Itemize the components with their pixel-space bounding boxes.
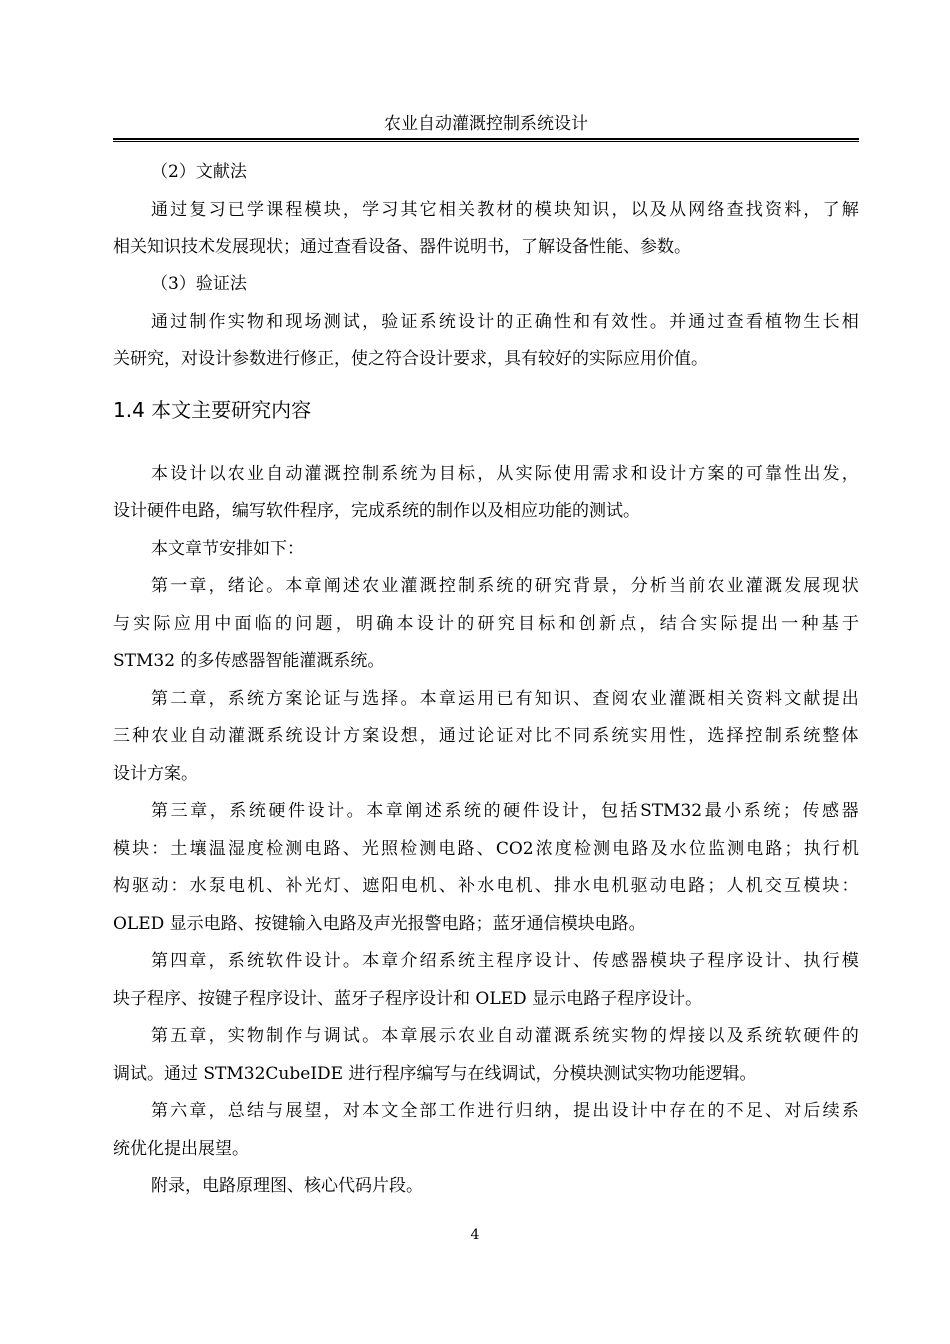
paragraph-line: STM32 的多传感器智能灌溉系统。 [113,651,385,671]
paragraph-line: 第 五 章 ， 实 物 制 作 与 调 试 。 本 章 展 示 农 业 自 动 灌 溉 系 统 实 物 的 焊 接 以 及 系 统 软 硬 件 的 [151,1026,859,1046]
paragraph-line: 通 过 复 习 已 学 课 程 模 块 ， 学 习 其 它 相 关 教 材 的 模 块 知 识 ， 以 及 从 网 络 查 找 资 料 ， 了 解 [151,200,859,220]
paragraph-line: 本文章节安排如下： [151,539,304,559]
paragraph-line: 与 实 际 应 用 中 面 临 的 问 题 ， 明 确 本 设 计 的 研 究 目 标 和 创 新 点 ， 结 合 实 际 提 出 一 种 基 于 [113,614,859,634]
list-label-literature: （2）文献法 [151,162,247,182]
paragraph-line: 调试。通过 STM32CubeIDE 进行程序编写与在线调试，分模块测试实物功能逻辑。 [113,1064,757,1084]
section-heading: 1.4 本文主要研究内容 [113,398,312,422]
paragraph-line: 设计方案。 [113,764,198,784]
paragraph-line: 第 一 章 ， 绪 论 。 本 章 阐 述 农 业 灌 溉 控 制 系 统 的 研 究 背 景 ， 分 析 当 前 农 业 灌 溉 发 展 现 状 [151,576,859,596]
running-header: 农业自动灌溉控制系统设计 [384,114,588,134]
paragraph-line: 通 过 制 作 实 物 和 现 场 测 试 ， 验 证 系 统 设 计 的 正 确 性 和 有 效 性 。 并 通 过 查 看 植 物 生 长 相 [151,312,859,332]
paragraph-line: 第 三 章 ， 系 统 硬 件 设 计 。 本 章 阐 述 系 统 的 硬 件 设 计 ， 包 括 STM32 最 小 系 统 ； 传 感 器 [151,801,859,821]
list-label-verification: （3）验证法 [151,274,247,294]
paragraph-line: 块子程序、按键子程序设计、蓝牙子程序设计和 OLED 显示电路子程序设计。 [113,989,703,1009]
paragraph-line: 模 块 ： 土 壤 温 湿 度 检 测 电 路 、 光 照 检 测 电 路 、 CO2 浓 度 检 测 电 路 及 水 位 监 测 电 路 ； 执 行 机 [113,839,859,859]
paragraph-line: 构 驱 动 ： 水 泵 电 机 、 补 光 灯 、 遮 阳 电 机 、 补 水 电 机 、 排 水 电 机 驱 动 电 路 ； 人 机 交 互 模 块 ： [113,876,859,896]
page-number: 4 [470,1227,480,1243]
paragraph-line: 统优化提出展望。 [113,1139,249,1159]
paragraph-line: 三 种 农 业 自 动 灌 溉 系 统 设 计 方 案 设 想 ， 通 过 论 证 对 比 不 同 系 统 实 用 性 ， 选 择 控 制 系 统 整 体 [113,726,859,746]
paragraph-line: 相关知识技术发展现状；通过查看设备、器件说明书，了解设备性能、参数。 [113,237,691,257]
paragraph-line: 第 四 章 ， 系 统 软 件 设 计 。 本 章 介 绍 系 统 主 程 序 设 计 、 传 感 器 模 块 子 程 序 设 计 、 执 行 模 [151,951,859,971]
paragraph-line: 关研究，对设计参数进行修正，使之符合设计要求，具有较好的实际应用价值。 [113,349,708,369]
paragraph-line: 第 二 章 ， 系 统 方 案 论 证 与 选 择 。 本 章 运 用 已 有 知 识 、 查 阅 农 业 灌 溉 相 关 资 料 文 献 提 出 [151,689,859,709]
paragraph-line: 第 六 章 ， 总 结 与 展 望 ， 对 本 文 全 部 工 作 进 行 归 纳 ， 提 出 设 计 中 存 在 的 不 足 、 对 后 续 系 [151,1101,859,1121]
paragraph-line: OLED 显示电路、按键输入电路及声光报警电路；蓝牙通信模块电路。 [113,914,646,934]
paragraph-line: 设计硬件电路，编写软件程序，完成系统的制作以及相应功能的测试。 [113,501,640,521]
header-rule [113,138,859,142]
paragraph-line: 本 设 计 以 农 业 自 动 灌 溉 控 制 系 统 为 目 标 ， 从 实 际 使 用 需 求 和 设 计 方 案 的 可 靠 性 出 发 ， [151,464,859,484]
paragraph-line: 附录，电路原理图、核心代码片段。 [151,1176,423,1196]
